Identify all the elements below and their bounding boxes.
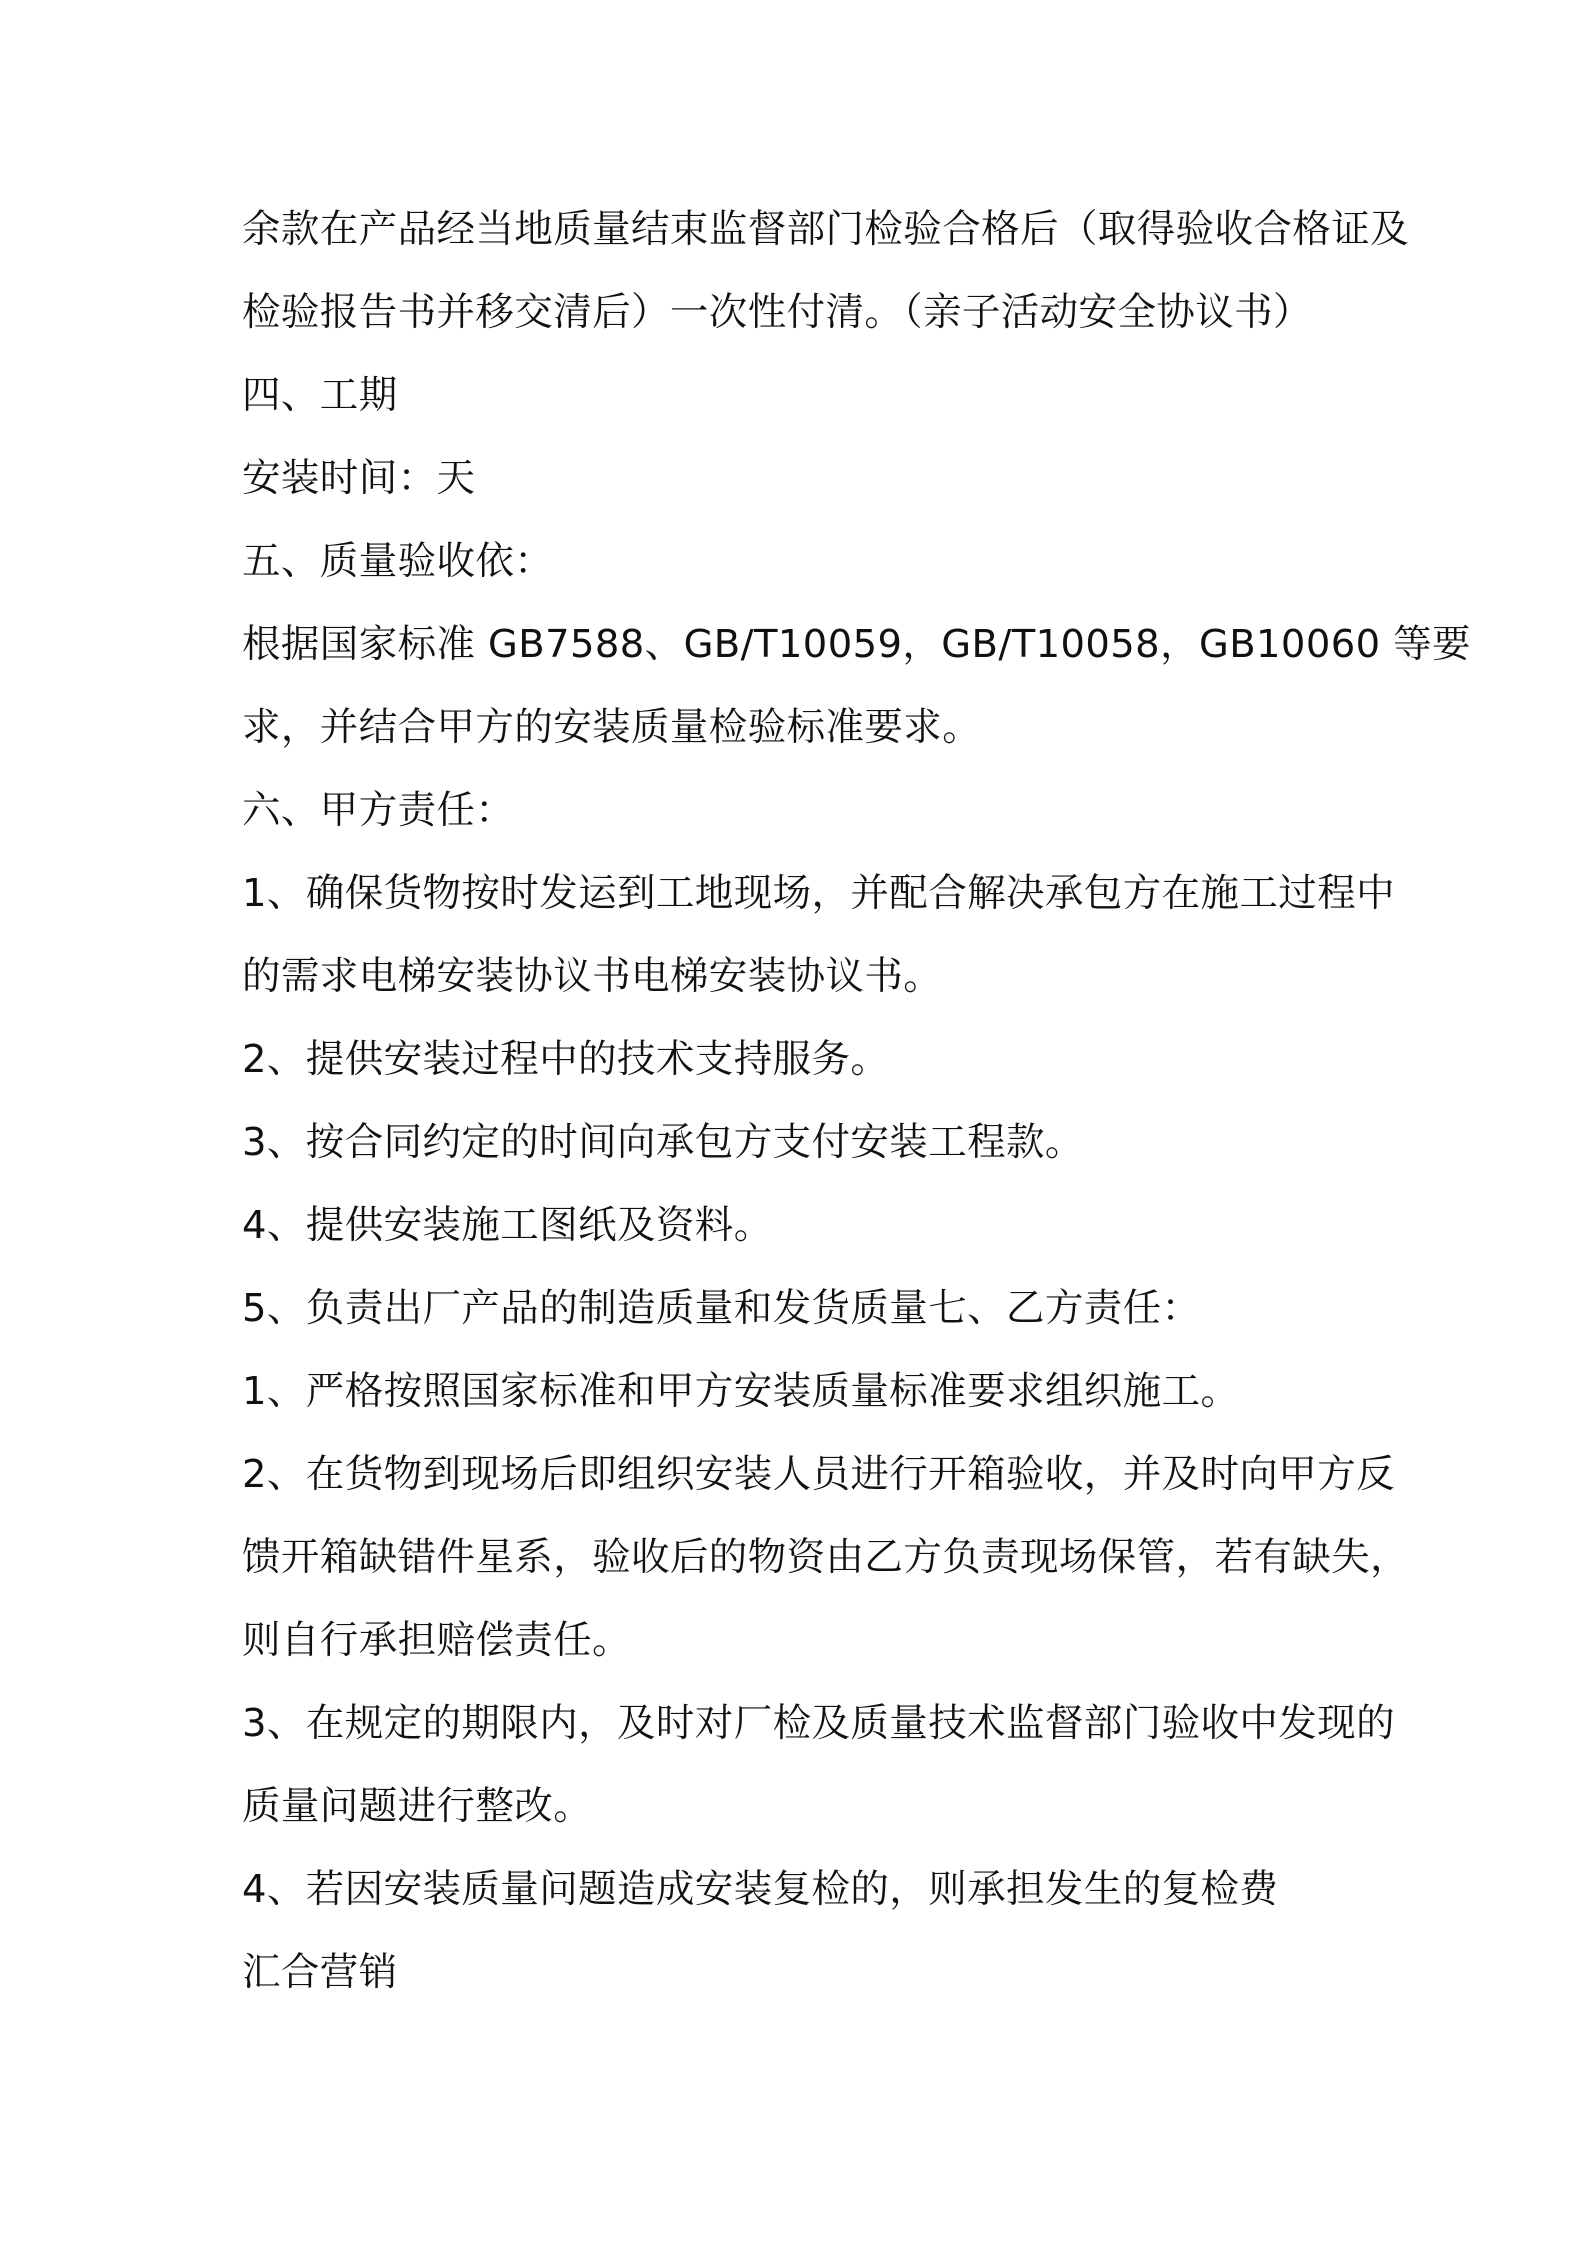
list-item: 1、确保货物按时发运到工地现场，并配合解决承包方在施工过程中: [242, 871, 1395, 916]
text-line: 根据国家标准 GB7588、GB/T10059，GB/T10058，GB10060 等要: [242, 622, 1471, 667]
text-line: 质量问题进行整改。: [242, 1784, 593, 1829]
text-line: 余款在产品经当地质量结束监督部门检验合格后（取得验收合格证及: [242, 207, 1410, 252]
section-heading: 六、甲方责任：: [242, 788, 515, 833]
text-line: 馈开箱缺错件星系，验收后的物资由乙方负责现场保管，若有缺失，: [242, 1535, 1410, 1580]
list-item: 1、严格按照国家标准和甲方安装质量标准要求组织施工。: [242, 1369, 1240, 1414]
list-item: 3、在规定的期限内，及时对厂检及质量技术监督部门验收中发现的: [242, 1701, 1395, 1746]
text-line: 检验报告书并移交清后）一次性付清。（亲子活动安全协议书）: [242, 290, 1312, 335]
section-heading: 四、工期: [242, 373, 398, 418]
text-line: 求，并结合甲方的安装质量检验标准要求。: [242, 705, 982, 750]
text-line: 则自行承担赔偿责任。: [242, 1618, 632, 1663]
section-heading: 五、质量验收依：: [242, 539, 554, 584]
list-item: 2、在货物到现场后即组织安装人员进行开箱验收，并及时向甲方反: [242, 1452, 1395, 1497]
text-line: 的需求电梯安装协议书电梯安装协议书。: [242, 954, 943, 999]
list-item: 5、负责出厂产品的制造质量和发货质量七、乙方责任：: [242, 1286, 1201, 1331]
footer-text: 汇合营销: [242, 1950, 398, 1995]
list-item: 4、提供安装施工图纸及资料。: [242, 1203, 773, 1248]
text-line: 安装时间：天: [242, 456, 476, 501]
list-item: 3、按合同约定的时间向承包方支付安装工程款。: [242, 1120, 1084, 1165]
list-item: 4、若因安装质量问题造成安装复检的，则承担发生的复检费: [242, 1867, 1279, 1912]
list-item: 2、提供安装过程中的技术支持服务。: [242, 1037, 890, 1082]
